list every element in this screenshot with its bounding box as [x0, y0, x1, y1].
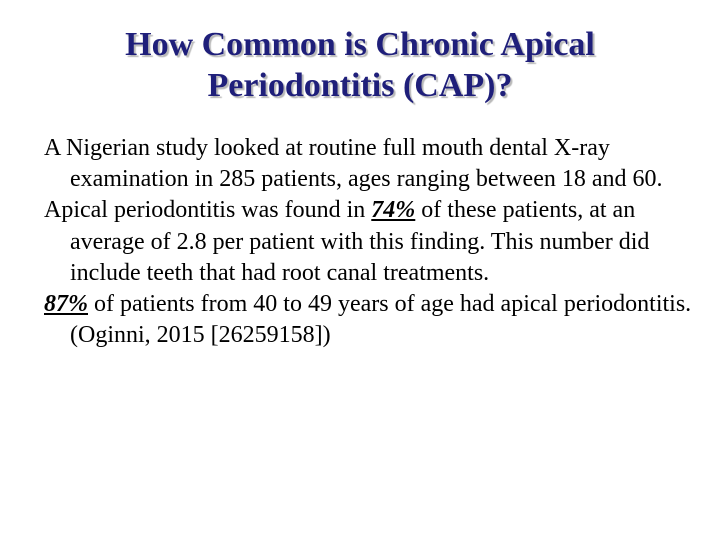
paragraph-text-after: of these patients, at an average of 2.8 per patient with this finding. This number did include teeth that had root canal treatments. [70, 197, 650, 286]
paragraph-text-after: of patients from 40 to 49 years of age had apical periodontitis. (Oginni, 2015 [26259158]) [70, 291, 692, 349]
paragraph-age-group [44, 289, 694, 351]
paragraph-study-description [44, 133, 694, 195]
paragraph-prevalence [44, 195, 694, 289]
title-line-1: How Common is Chronic Apical [125, 26, 595, 63]
slide-body [44, 133, 694, 351]
slide-title [0, 24, 720, 106]
paragraph-text-before: Apical periodontitis was found in [44, 197, 372, 224]
paragraph-text: A Nigerian study looked at routine full mouth dental X-ray examination in 285 patients, ages ranging between 18 and 60. [44, 135, 663, 193]
title-line-2: Periodontitis (CAP)? [207, 67, 513, 104]
emphasis-percentage: 74% [371, 197, 416, 224]
emphasis-percentage: 87% [44, 291, 88, 318]
